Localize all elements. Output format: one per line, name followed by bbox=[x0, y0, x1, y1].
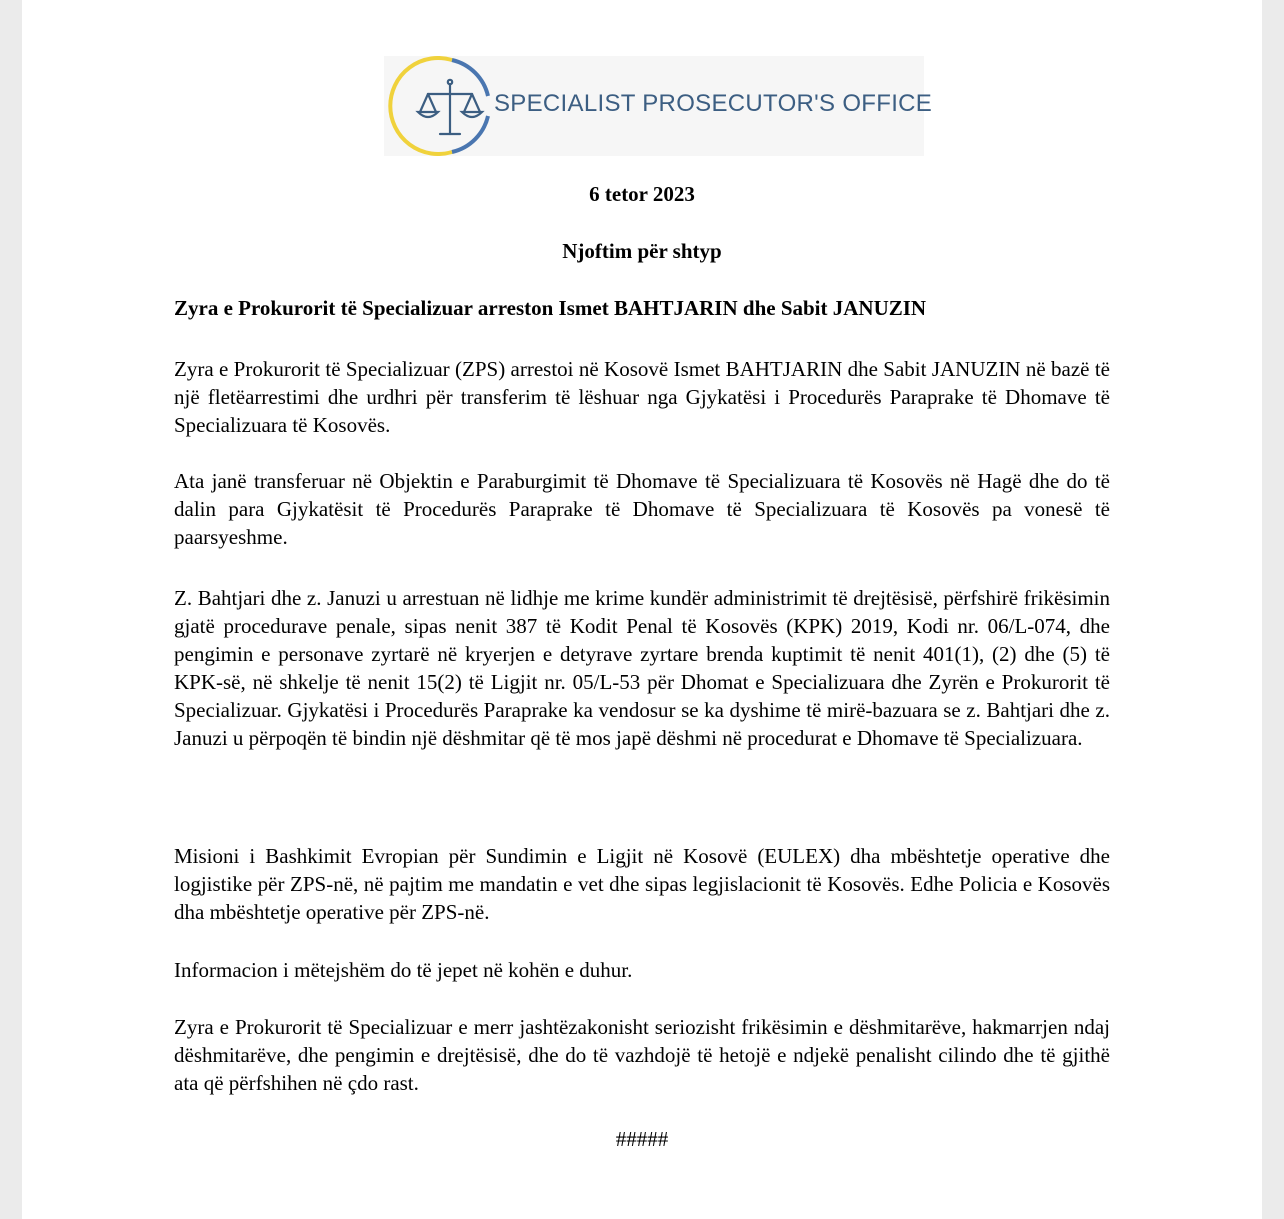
document-subtitle: Njoftim për shtyp bbox=[562, 239, 722, 263]
paragraph-1: Zyra e Prokurorit të Specializuar (ZPS) arrestoi në Kosovë Ismet BAHTJARIN dhe Sabit JANUZIN në bazë të një fletëarrestimi dhe urdhri për transferim të lëshuar nga Gjykatësi i Procedurës Paraprake të Dhomave të Specializuara të Kosovës. bbox=[174, 357, 1110, 437]
logo-text: SPECIALIST PROSECUTOR'S OFFICE bbox=[494, 90, 933, 117]
paragraph-6: Zyra e Prokurorit të Specializuar e merr jashtëzakonisht seriozisht frikësimin e dëshmitarëve, hakmarrjen ndaj dëshmitarëve, dhe pengimin e drejtësisë, dhe do të vazhdojë të hetojë e ndjekë penalisht cilindo dhe të gjithë ata që përfshihen në çdo rast. bbox=[174, 1015, 1110, 1095]
document-date: 6 tetor 2023 bbox=[589, 182, 695, 206]
paragraph-5: Informacion i mëtejshëm do të jepet në kohën e duhur. bbox=[174, 958, 633, 982]
paragraph-2: Ata janë transferuar në Objektin e Paraburgimit të Dhomave të Specializuara të Kosovës në Hagë dhe do të dalin para Gjykatësit të Procedurës Paraprake të Dhomave të Specializuara të Kosovës pa vonesë të paarsyeshme. bbox=[174, 469, 1110, 549]
logo bbox=[384, 56, 933, 156]
document-page bbox=[22, 0, 1262, 1219]
scales-of-justice-icon bbox=[384, 56, 494, 156]
paragraph-4: Misioni i Bashkimit Evropian për Sundimin e Ligjit në Kosovë (EULEX) dha mbështetje operative dhe logjistike për ZPS-në, në pajtim me mandatin e vet dhe sipas legjislacionit të Kosovës. Edhe Policia e Kosovës dha mbështetje operative për ZPS-në. bbox=[174, 844, 1110, 924]
document-headline: Zyra e Prokurorit të Specializuar arreston Ismet BAHTJARIN dhe Sabit JANUZIN bbox=[174, 296, 927, 320]
paragraph-3: Z. Bahtjari dhe z. Januzi u arrestuan në lidhje me krime kundër administrimit të drejtësisë, përfshirë frikësimin gjatë procedurave penale, sipas nenit 387 të Kodit Penal të Kosovës (KPK) 2019, Kodi nr. 06/L-074, dhe pengimin e personave zyrtarë në kryerjen e detyrave zyrtare brenda kuptimit të nenit 401(1), (2) dhe (5) të KPK-së, në shkelje të nenit 15(2) të Ligjit nr. 05/L-53 për Dhomat e Specializuara dhe Zyrën e Prokurorit të Specializuar. Gjykatësi i Procedurës Paraprake ka vendosur se ka dyshime të mirë-bazuara se z. Bahtjari dhe z. Januzi u përpoqën të bindin një dëshmitar që të mos japë dëshmi në procedurat e Dhomave të Specializuara. bbox=[174, 586, 1110, 750]
end-mark: ##### bbox=[615, 1127, 669, 1151]
